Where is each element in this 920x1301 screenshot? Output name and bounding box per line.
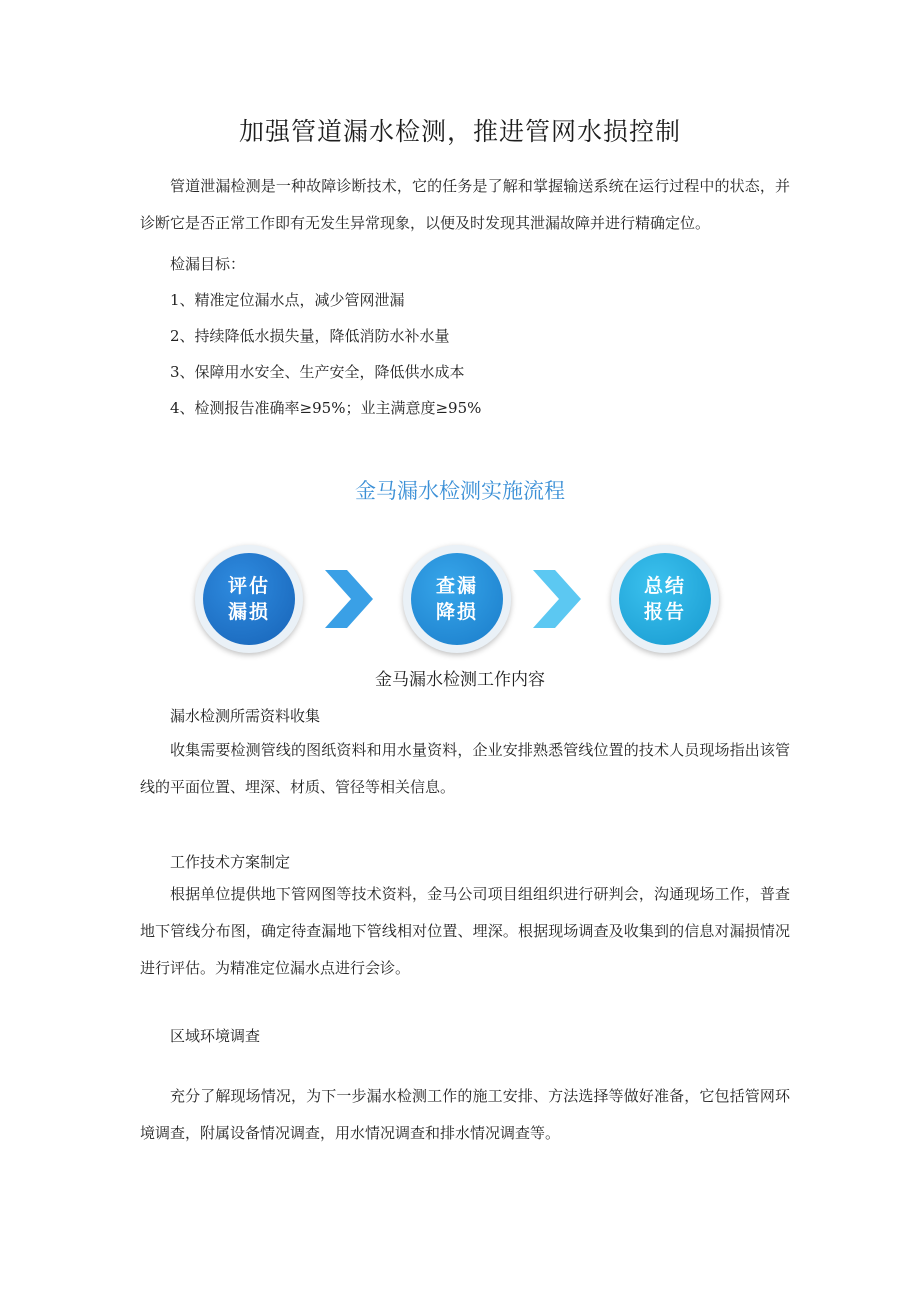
goal-item: 2、持续降低水损失量，降低消防水补水量: [170, 327, 450, 345]
flow-step-label: 查漏: [435, 575, 478, 597]
intro-paragraph: 管道泄漏检测是一种故障诊断技术，它的任务是了解和掌握输送系统在运行过程中的状态，并诊断它是否正常工作即有无发生异常现象，以便及时发现其泄漏故障并进行精确定位。: [140, 177, 790, 232]
work-heading: 金马漏水检测工作内容: [375, 670, 545, 690]
flow-step-label: 漏损: [227, 601, 270, 623]
flow-step-assess: [195, 545, 303, 653]
flow-step-label: 评估: [227, 575, 270, 597]
flow-step-label: 降损: [435, 601, 478, 623]
section-heading: 漏水检测所需资料收集: [170, 707, 321, 725]
flow-step-label: 报告: [643, 601, 686, 623]
goal-item: 4、检测报告准确率≥95%；业主满意度≥95%: [170, 399, 482, 417]
flow-title: 金马漏水检测实施流程: [355, 479, 565, 503]
flow-step-label: 总结: [643, 575, 686, 597]
goal-item: 3、保障用水安全、生产安全，降低供水成本: [170, 363, 465, 381]
section-heading: 区域环境调查: [170, 1027, 261, 1045]
flow-step-report: [611, 545, 719, 653]
goals-heading: 检漏目标：: [170, 255, 246, 273]
chevron-right-icon: [533, 570, 581, 628]
section-paragraph: 收集需要检测管线的图纸资料和用水量资料，企业安排熟悉管线位置的技术人员现场指出该管线的平面位置、埋深、材质、管径等相关信息。: [140, 741, 790, 796]
flow-step-detect: [403, 545, 511, 653]
document-title: 加强管道漏水检测，推进管网水损控制: [238, 117, 681, 146]
section-paragraph: 充分了解现场情况，为下一步漏水检测工作的施工安排、方法选择等做好准备，它包括管网环境调查，附属设备情况调查，用水情况调查和排水情况调查等。: [140, 1087, 790, 1142]
section-heading: 工作技术方案制定: [170, 853, 291, 871]
goal-item: 1、精准定位漏水点，减少管网泄漏: [170, 291, 405, 309]
flow-diagram: [195, 545, 725, 660]
section-paragraph: 根据单位提供地下管网图等技术资料，金马公司项目组组织进行研判会，沟通现场工作，普查地下管线分布图，确定待查漏地下管线相对位置、埋深。根据现场调查及收集到的信息对漏损情况进行评估。为精准定位漏水点进行会诊。: [140, 885, 790, 977]
chevron-right-icon: [325, 570, 373, 628]
